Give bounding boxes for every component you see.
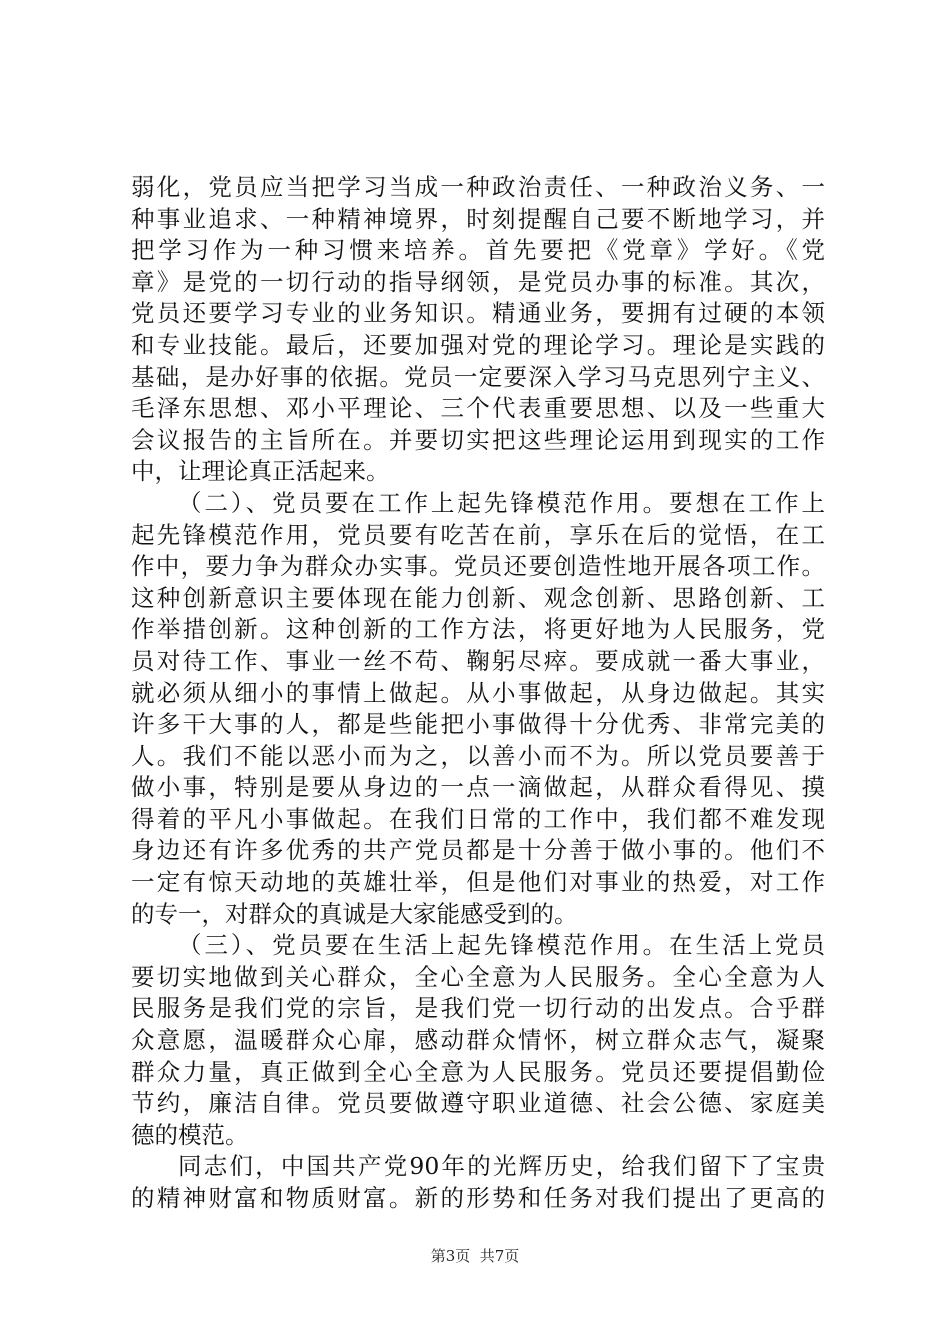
text-line: 民服务是我们党的宗旨，是我们党一切行动的出发点。合乎群 <box>131 994 825 1023</box>
text-line: 基础，是办好事的依据。党员一定要深入学习马克思列宁主义、 <box>131 362 825 391</box>
text-line: 德的模范。 <box>131 1120 249 1149</box>
text-line: 的精神财富和物质财富。新的形势和任务对我们提出了更高的 <box>131 1184 825 1212</box>
text-line: 作举措创新。这种创新的工作方法，将更好地为人民服务，党 <box>131 615 825 644</box>
text-line: 这种创新意识主要体现在能力创新、观念创新、思路创新、工 <box>131 583 825 612</box>
text-line: 节约，廉洁自律。党员要做遵守职业道德、社会公德、家庭美 <box>131 1089 825 1118</box>
text-line: 做小事，特别是要从身边的一点一滴做起，从群众看得见、摸 <box>131 773 825 802</box>
text-line: 要切实地做到关心群众，全心全意为人民服务。全心全意为人 <box>131 962 825 991</box>
text-line: 身边还有许多优秀的共产党员都是十分善于做小事的。他们不 <box>131 836 825 865</box>
text-line: 的专一，对群众的真诚是大家能感受到的。 <box>131 899 578 928</box>
section-heading-line: （二）、党员要在工作上起先锋模范作用。要想在工作上 <box>178 488 825 517</box>
text-line: 起先锋模范作用，党员要有吃苦在前，享乐在后的觉悟，在工 <box>131 520 825 549</box>
text-line: 许多干大事的人，都是些能把小事做得十分优秀、非常完美的 <box>131 710 825 739</box>
text-line: 作中，要力争为群众办实事。党员还要创造性地开展各项工作。 <box>131 552 825 581</box>
text-line: 人。我们不能以恶小而为之，以善小而不为。所以党员要善于 <box>131 741 825 770</box>
section-heading-line: （三）、党员要在生活上起先锋模范作用。在生活上党员 <box>178 931 825 960</box>
body-text <box>131 172 825 1215</box>
text-line: 章》是党的一切行动的指导纲领，是党员办事的标准。其次， <box>131 267 825 296</box>
text-line: 就必须从细小的事情上做起。从小事做起，从身边做起。其实 <box>131 678 825 707</box>
text-line: 众意愿，温暖群众心扉，感动群众情怀，树立群众志气，凝聚 <box>131 1026 825 1055</box>
text-line: 中，让理论真正活起来。 <box>131 457 390 486</box>
text-line: 把学习作为一种习惯来培养。首先要把《党章》学好。《党 <box>131 236 825 265</box>
paragraph-start-line: 同志们，中国共产党90年的光辉历史，给我们留下了宝贵 <box>178 1152 825 1181</box>
text-line: 党员还要学习专业的业务知识。精通业务，要拥有过硬的本领 <box>131 299 825 328</box>
text-line: 会议报告的主旨所在。并要切实把这些理论运用到现实的工作 <box>131 425 825 454</box>
text-line: 弱化，党员应当把学习当成一种政治责任、一种政治义务、一 <box>131 173 825 201</box>
text-line: 员对待工作、事业一丝不苟、鞠躬尽瘁。要成就一番大事业， <box>131 646 825 675</box>
text-line: 一定有惊天动地的英雄壮举，但是他们对事业的热爱，对工作 <box>131 868 825 897</box>
text-line: 和专业技能。最后，还要加强对党的理论学习。理论是实践的 <box>131 330 825 359</box>
text-line: 得着的平凡小事做起。在我们日常的工作中，我们都不难发现 <box>131 804 825 833</box>
page-number-footer: 第3页 共7页 <box>430 1247 520 1265</box>
text-line: 种事业追求、一种精神境界，时刻提醒自己要不断地学习，并 <box>131 204 825 233</box>
text-line: 毛泽东思想、邓小平理论、三个代表重要思想、以及一些重大 <box>131 394 825 423</box>
text-line: 群众力量，真正做到全心全意为人民服务。党员还要提倡勤俭 <box>131 1057 825 1086</box>
